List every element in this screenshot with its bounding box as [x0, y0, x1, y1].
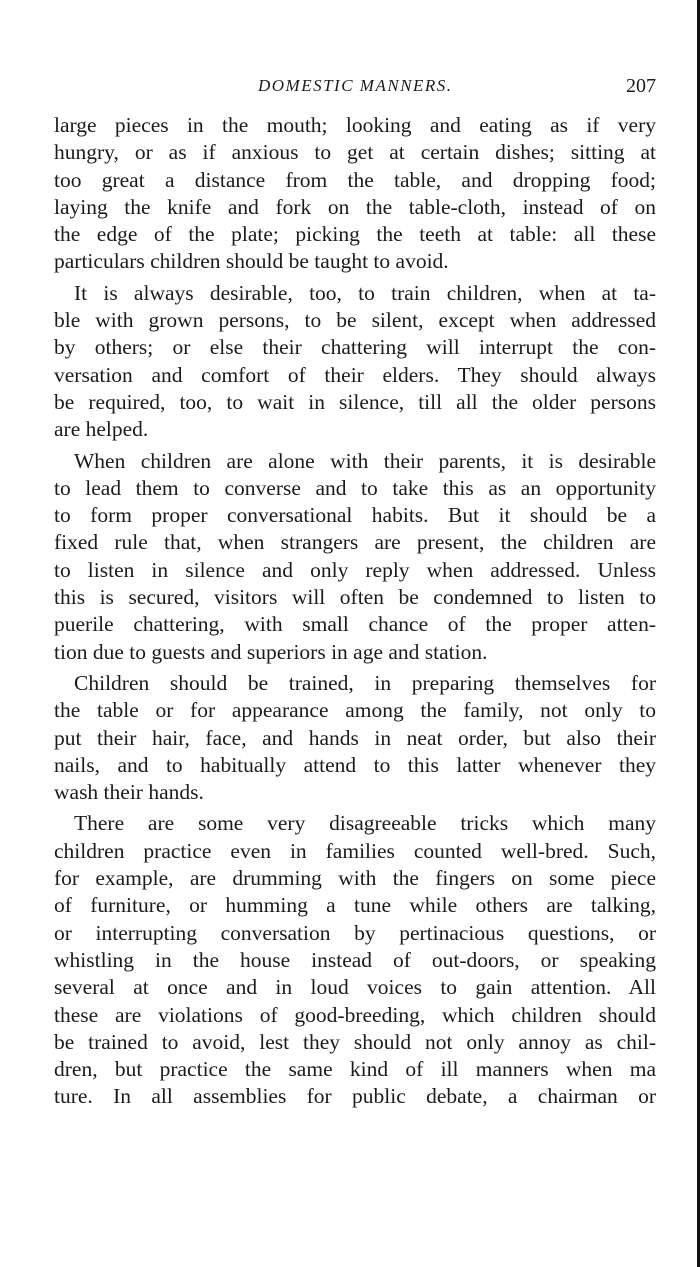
text-line: the edge of the plate; picking the teeth at table: all these	[54, 222, 656, 247]
running-title: DOMESTIC MANNERS.	[258, 76, 453, 95]
text-line: versation and comfort of their elders. They should always	[54, 362, 656, 387]
text-line: of furniture, or humming a tune while others are talking,	[54, 893, 656, 918]
text-line: several at once and in loud voices to gain attention. All	[54, 975, 656, 1000]
text-line: these are violations of good-breeding, which children should	[54, 1002, 656, 1027]
text-line: are helped.	[54, 417, 149, 442]
text-line: There are some very disagreeable tricks which many	[74, 811, 656, 836]
text-line: or interrupting conversation by pertinacious questions, or	[54, 920, 656, 945]
text-line: whistling in the house instead of out-doors, or speaking	[54, 947, 656, 972]
text-line: Children should be trained, in preparing themselves for	[74, 670, 656, 695]
text-line: too great a distance from the table, and dropping food;	[54, 167, 656, 192]
paragraph-3	[54, 448, 656, 666]
text-line: laying the knife and fork on the table-cloth, instead of on	[54, 194, 656, 219]
text-line: the table or for appearance among the family, not only to	[54, 698, 656, 723]
text-line: be required, too, to wait in silence, till all the older persons	[54, 389, 656, 414]
text-line: dren, but practice the same kind of ill manners when ma	[54, 1057, 656, 1082]
text-line: When children are alone with their parents, it is desirable	[74, 448, 656, 473]
running-header	[0, 72, 700, 100]
text-line: puerile chattering, with small chance of the proper atten-	[54, 612, 656, 637]
text-line: large pieces in the mouth; looking and eating as if very	[54, 113, 656, 137]
text-line: nails, and to habitually attend to this latter whenever they	[54, 752, 656, 777]
text-line: children practice even in families counted well-bred. Such,	[54, 838, 656, 863]
text-line: particulars children should be taught to avoid.	[54, 249, 449, 274]
text-line: by others; or else their chattering will interrupt the con-	[54, 335, 656, 360]
paragraph-4	[54, 670, 656, 806]
text-line: hungry, or as if anxious to get at certain dishes; sitting at	[54, 140, 656, 165]
page-number: 207	[626, 75, 656, 97]
text-line: tion due to guests and superiors in age and station.	[54, 639, 488, 664]
text-line: be trained to avoid, lest they should not only annoy as chil-	[54, 1029, 656, 1054]
text-line: fixed rule that, when strangers are present, the children are	[54, 530, 656, 555]
text-line: It is always desirable, too, to train children, when at ta-	[74, 280, 656, 305]
paragraph-5	[54, 810, 656, 1110]
paragraph-1	[54, 112, 656, 276]
text-line: for example, are drumming with the fingers on some piece	[54, 866, 656, 891]
text-line: put their hair, face, and hands in neat order, but also their	[54, 725, 656, 750]
text-line: to listen in silence and only reply when addressed. Unless	[54, 557, 656, 582]
text-line: to lead them to converse and to take this as an opportunity	[54, 475, 656, 500]
text-line: ble with grown persons, to be silent, except when addressed	[54, 308, 656, 333]
body-text	[54, 112, 656, 1115]
text-line: this is secured, visitors will often be condemned to listen to	[54, 585, 656, 610]
paragraph-2	[54, 280, 656, 444]
text-line: to form proper conversational habits. But it should be a	[54, 503, 656, 528]
text-line: ture. In all assemblies for public debate, a chairman or	[54, 1084, 656, 1109]
text-line: wash their hands.	[54, 780, 204, 805]
